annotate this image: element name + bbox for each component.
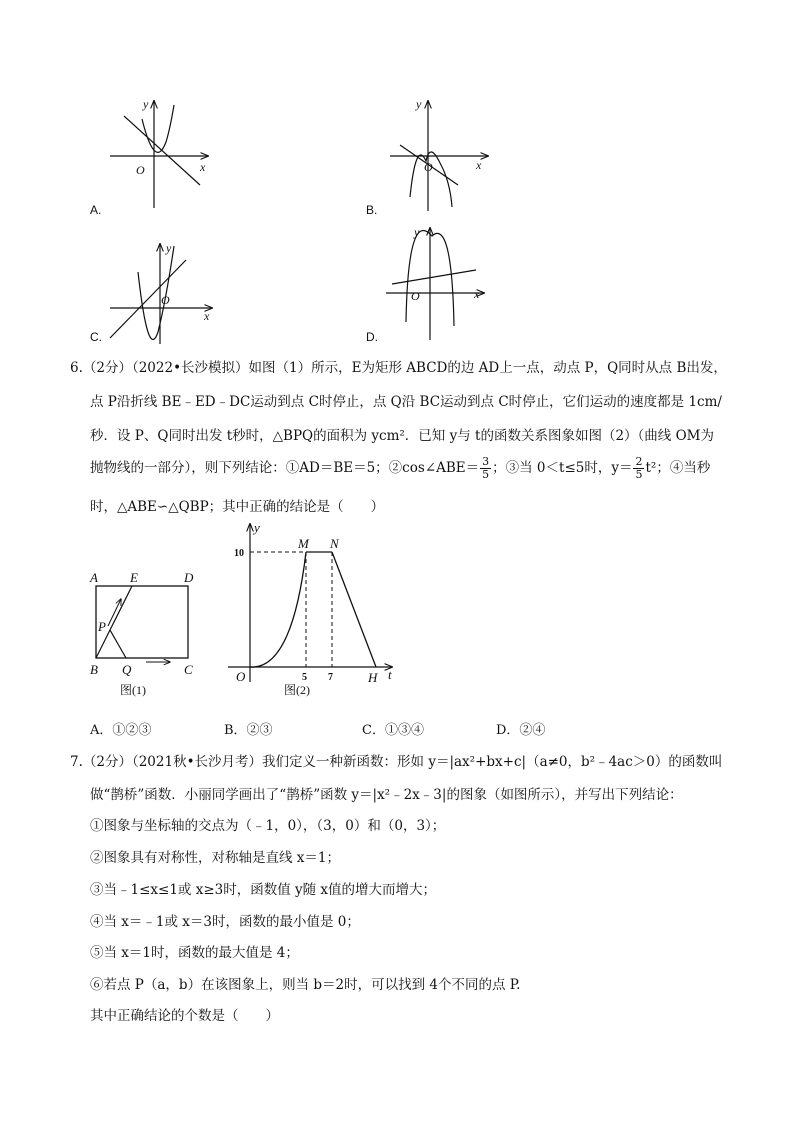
graph-b [380,95,510,215]
label-c: C [184,662,193,677]
figure-1-rectangle [88,568,218,698]
q6-line-1: 6.（2分）（2022•长沙模拟）如图（1）所示，E为矩形 ABCD的边 AD上一点，动点 P，Q同时从点 B出发， [70,360,727,376]
option-d-label: D. [366,330,378,344]
line [110,260,186,338]
x-label: x [200,160,206,174]
origin-label: O [424,160,433,174]
origin-label: O [136,163,145,177]
origin-label: O [411,289,420,303]
q6-line-4a: 抛物线的一部分），则下列结论：①AD＝BE＝5；②cos∠ABE＝ [90,460,480,476]
q6-line-4 [90,456,710,481]
choice-c[interactable]: C．①③④ [362,723,424,738]
x-label: x [204,309,210,323]
label-t: t [388,667,392,682]
label-b: B [90,662,98,677]
choice-b[interactable]: B．②③ [224,723,273,738]
choice-a[interactable]: A．①②③ [90,723,152,738]
q6-line-2: 点 P沿折线 BE﹣ED﹣DC运动到点 C时停止，点 Q沿 BC运动到点 C时停止，它们运动的速度都是 1cm/ [90,394,722,410]
q6-line-4c: t²；④当秒 [645,460,711,476]
label-m: M [298,536,309,551]
y-label: y [416,97,422,111]
parabola [142,105,174,152]
option-b-label: B. [366,203,378,217]
label-o: O [236,669,246,684]
label-p: P [98,619,106,634]
tick-10: 10 [234,548,244,559]
label-d: D [184,570,194,585]
tick-7: 7 [328,672,333,683]
y-label: y [143,97,149,111]
graph-d [380,222,510,342]
option-a-label: A. [90,203,102,217]
y-label: y [166,241,172,255]
origin-label: O [161,293,170,307]
q7-item-3: ③当﹣1≤x≤1或 x≥3时，函数值 y随 x值的增大而增大； [90,882,437,898]
q7-line-1: 7.（2分）（2021秋•长沙月考）我们定义一种新函数：形如 y＝|ax²+bx+c|（a≠0，b²﹣4ac＞0）的函数叫 [70,754,723,770]
caption-fig-2: 图(2) [284,683,310,697]
caption-fig-1: 图(1) [120,683,146,697]
fraction-2-5: $\frac{2}{5}$ [635,455,643,481]
tick-5: 5 [302,672,307,683]
segment-nh [332,552,376,667]
q6-line-3: 秒．设 P、Q同时出发 t秒时，△BPQ的面积为 ycm²．已知 y与 t的函数关系图象如图（2）（曲线 OM为 [90,428,714,444]
graph-a [100,95,230,215]
q7-item-6: ⑥若点 P（a，b）在该图象上，则当 b＝2时，可以找到 4个不同的点 P. [90,977,521,993]
line [392,270,476,284]
q7-line-2: 做“鹊桥”函数．小丽同学画出了“鹊桥”函数 y＝|x²﹣2x﹣3|的图象（如图所示），并写出下列结论： [90,787,683,803]
option-c-label: C. [90,330,102,344]
label-n: N [330,536,339,551]
label-e: E [130,570,138,585]
label-q: Q [122,662,132,677]
q7-item-5: ⑤当 x＝1时，函数的最大值是 4； [90,945,299,961]
q6-line-4b: ；③当 0＜t≤5时，y＝ [492,460,633,476]
q7-item-1: ①图象与坐标轴的交点为（﹣1，0），（3，0）和（0，3）； [90,818,446,834]
x-label: x [474,287,480,301]
q7-item-2: ②图象具有对称性，对称轴是直线 x＝1； [90,850,340,866]
graph-c [100,238,230,358]
label-y: y [254,520,260,535]
q6-line-5: 时，△ABE∽△QBP；其中正确的结论是（ ） [90,499,385,515]
choice-d[interactable]: D．②④ [496,723,546,738]
label-h: H [368,670,378,685]
q7-item-4: ④当 x＝﹣1或 x＝3时，函数的最小值是 0； [90,914,360,930]
y-label: y [414,225,420,239]
label-a: A [90,570,98,585]
q7-question: 其中正确结论的个数是（ ） [90,1008,279,1024]
curve-om [250,552,306,667]
x-label: x [476,158,482,172]
segment-pq [110,630,126,658]
fraction-3-5: $\frac{3}{5}$ [482,455,490,481]
figure-2-graph [228,520,408,697]
